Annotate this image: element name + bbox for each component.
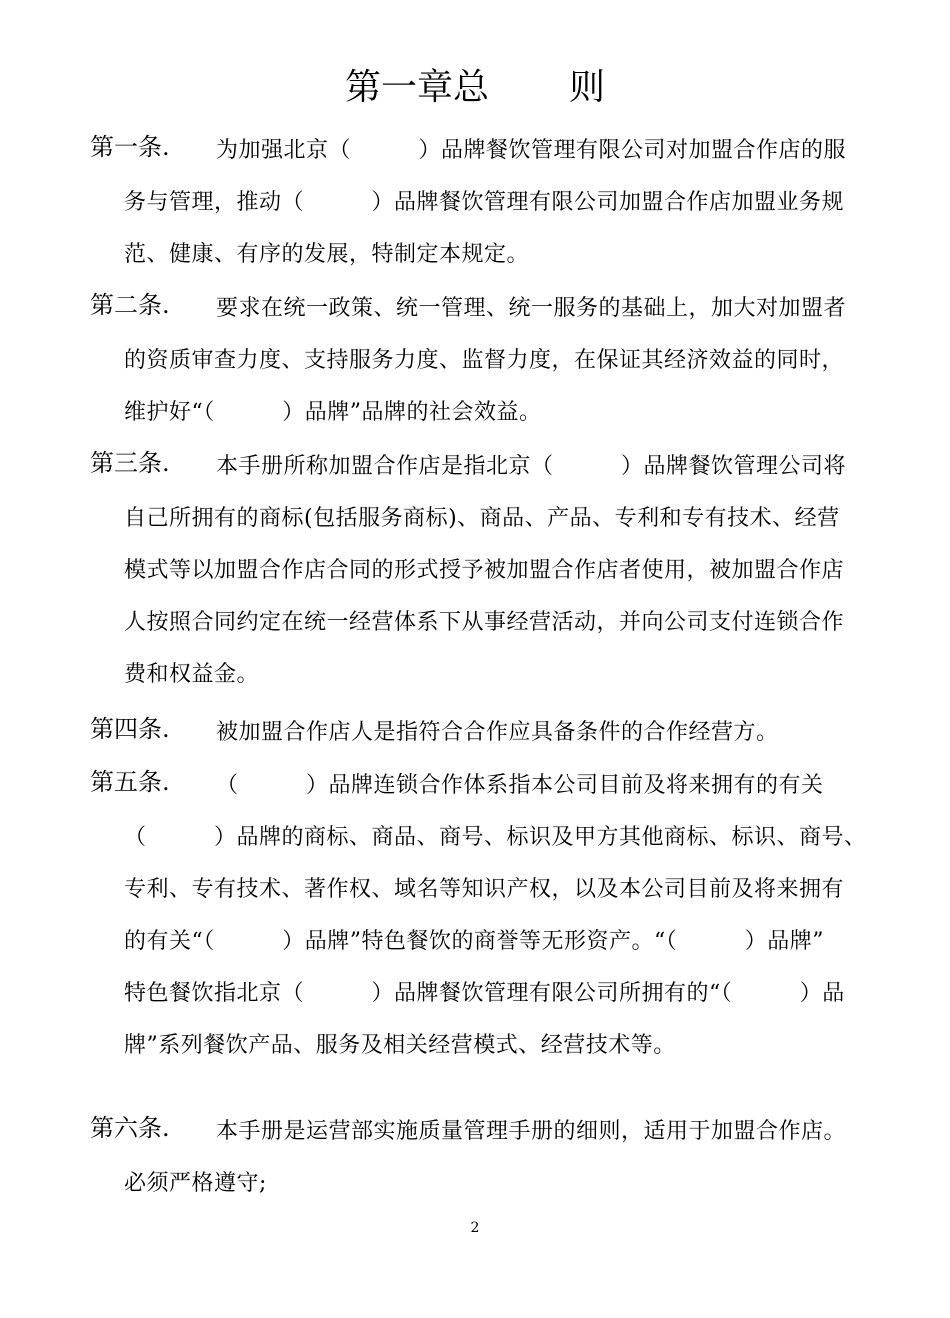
article-line: 必须严格遵守; <box>124 1171 267 1196</box>
article-line: 为加强北京（ ）品牌餐饮管理有限公司对加盟合作店的服 <box>216 138 847 163</box>
article-label: 第六条. <box>90 1114 170 1142</box>
article-label: 第四条. <box>90 715 170 743</box>
article-line: 的有关“（ ）品牌”特色餐饮的商誉等无形资产。“（ ）品牌” <box>124 929 824 954</box>
article-line: 被加盟合作店人是指符合合作应具备条件的合作经营方。 <box>216 720 779 745</box>
article-line: 维护好“（ ）品牌”品牌的社会效益。 <box>124 400 542 425</box>
article-label: 第一条. <box>90 133 170 161</box>
article-label: 第五条. <box>90 768 170 796</box>
article-line: 范、健康、有序的发展，特制定本规定。 <box>124 242 530 267</box>
article-line: 要求在统一政策、统一管理、统一服务的基础上，加大对加盟者 <box>216 296 847 321</box>
article-line: （ ）品牌连锁合作体系指本公司目前及将来拥有的有关 <box>216 773 824 798</box>
chapter-title <box>0 58 950 118</box>
article-label: 第二条. <box>90 291 170 319</box>
page-number: 2 <box>470 1220 480 1236</box>
article-label: 第三条. <box>90 449 170 477</box>
article-line: 本手册是运营部实施质量管理手册的细则，适用于加盟合作店。 <box>216 1119 847 1144</box>
article-line: 牌”系列餐饮产品、服务及相关经营模式、经营技术等。 <box>124 1033 676 1058</box>
chapter-title-left: 第一章总 <box>344 67 489 108</box>
article-line: 的资质审查力度、支持服务力度、监督力度，在保证其经济效益的同时， <box>124 348 845 373</box>
article-line: 务与管理，推动（ ）品牌餐饮管理有限公司加盟合作店加盟业务规 <box>124 190 845 215</box>
article-line: 人按照合同约定在统一经营体系下从事经营活动，并向公司支付连锁合作 <box>124 610 845 635</box>
article-line: 自己所拥有的商标(包括服务商标)、商品、产品、专利和专有技术、经营 <box>124 506 840 531</box>
article-line: 专利、专有技术、著作权、域名等知识产权，以及本公司目前及将来拥有 <box>124 877 845 902</box>
article-line: 本手册所称加盟合作店是指北京（ ）品牌餐饮管理公司将 <box>216 454 847 479</box>
article-line: 特色餐饮指北京（ ）品牌餐饮管理有限公司所拥有的“（ ）品 <box>124 981 845 1006</box>
article-line: （ ）品牌的商标、商品、商号、标识及甲方其他商标、标识、商号、 <box>124 825 867 850</box>
chapter-title-right: 则 <box>569 67 606 108</box>
article-line: 费和权益金。 <box>124 662 260 687</box>
article-line: 模式等以加盟合作店合同的形式授予被加盟合作店者使用，被加盟合作店 <box>124 558 845 583</box>
